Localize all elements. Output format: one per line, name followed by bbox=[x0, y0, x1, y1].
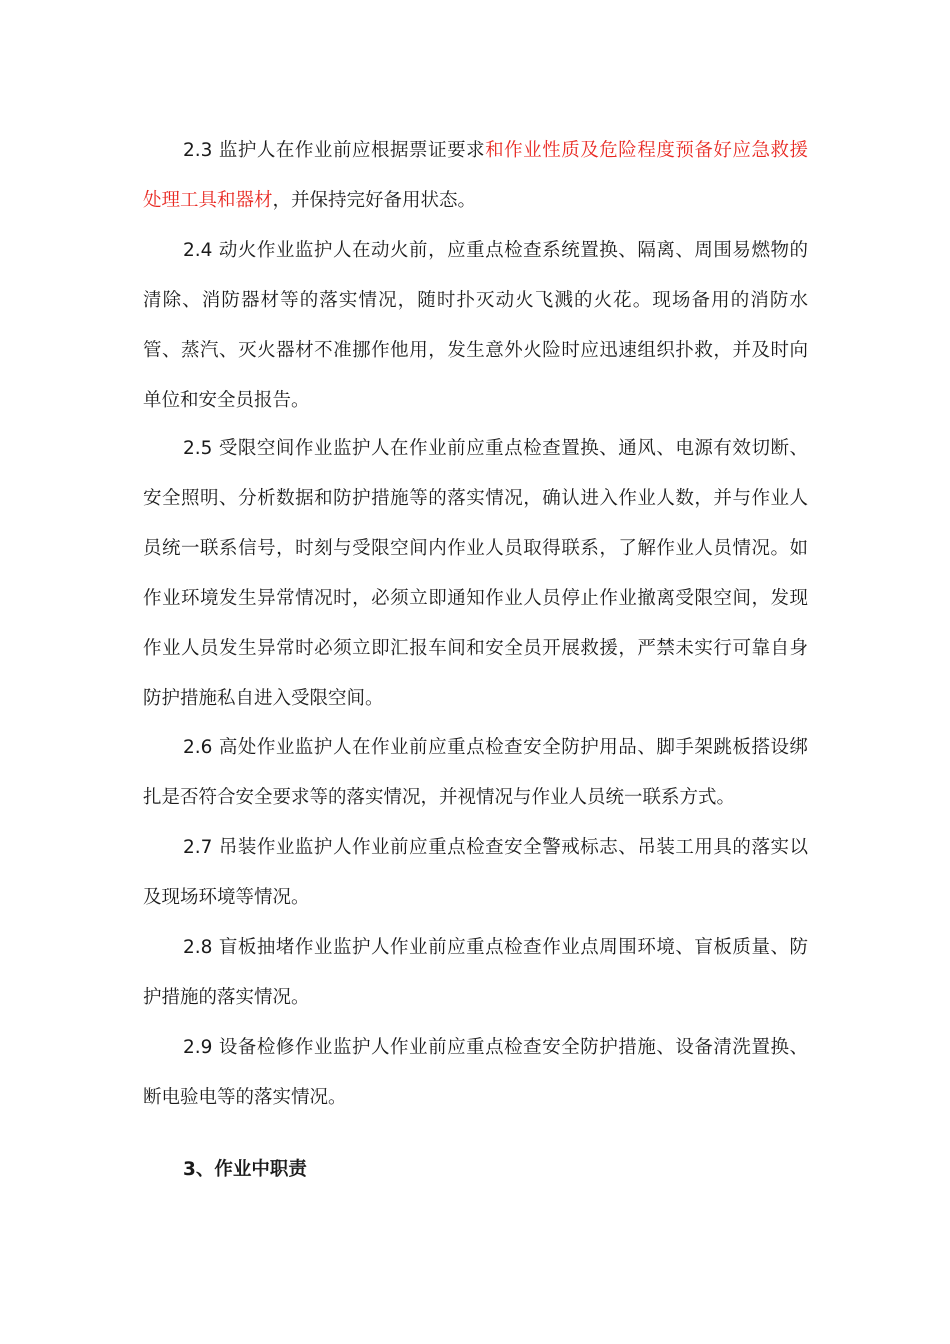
paragraph-2-9: 2.9 设备检修作业监护人作业前应重点检查安全防护措施、设备清洗置换、断电验电等的落实情况。 bbox=[143, 1037, 808, 1108]
section-heading: 3、作业中职责 bbox=[183, 1159, 307, 1180]
paragraph-2-3-tail: ，并保持完好备用状态。 bbox=[272, 190, 477, 211]
paragraph-2-5: 2.5 受限空间作业监护人在作业前应重点检查置换、通风、电源有效切断、安全照明、分析数据和防护措施等的落实情况，确认进入作业人数，并与作业人员统一联系信号，时刻与受限空间内作业人员取得联系，了解作业人员情况。如作业环境发生异常情况时，必须立即通知作业人员停止作业撤离受限空间，发现作业人员发生异常时必须立即汇报车间和安全员开展救援，严禁未实行可靠自身防护措施私自进入受限空间。 bbox=[143, 438, 808, 709]
paragraph-2-3 bbox=[143, 126, 808, 226]
paragraph-2-7: 2.7 吊装作业监护人作业前应重点检查安全警戒标志、吊装工用具的落实以及现场环境等情况。 bbox=[143, 837, 808, 908]
paragraph-2-6: 2.6 高处作业监护人在作业前应重点检查安全防护用品、脚手架跳板搭设绑扎是否符合安全要求等的落实情况，并视情况与作业人员统一联系方式。 bbox=[143, 737, 808, 808]
paragraph-2-8: 2.8 盲板抽堵作业监护人作业前应重点检查作业点周围环境、盲板质量、防护措施的落实情况。 bbox=[143, 937, 808, 1008]
paragraph-2-4: 2.4 动火作业监护人在动火前，应重点检查系统置换、隔离、周围易燃物的清除、消防器材等的落实情况，随时扑灭动火飞溅的火花。现场备用的消防水管、蒸汽、灭火器材不准挪作他用，发生意外火险时应迅速组织扑救，并及时向单位和安全员报告。 bbox=[143, 240, 808, 411]
paragraph-2-3-lead: 2.3 监护人在作业前应根据票证要求 bbox=[183, 140, 486, 161]
paragraph-2-3-highlight: 和作业性质及危险程度预备好应急救援处理工具和器材 bbox=[143, 140, 808, 211]
